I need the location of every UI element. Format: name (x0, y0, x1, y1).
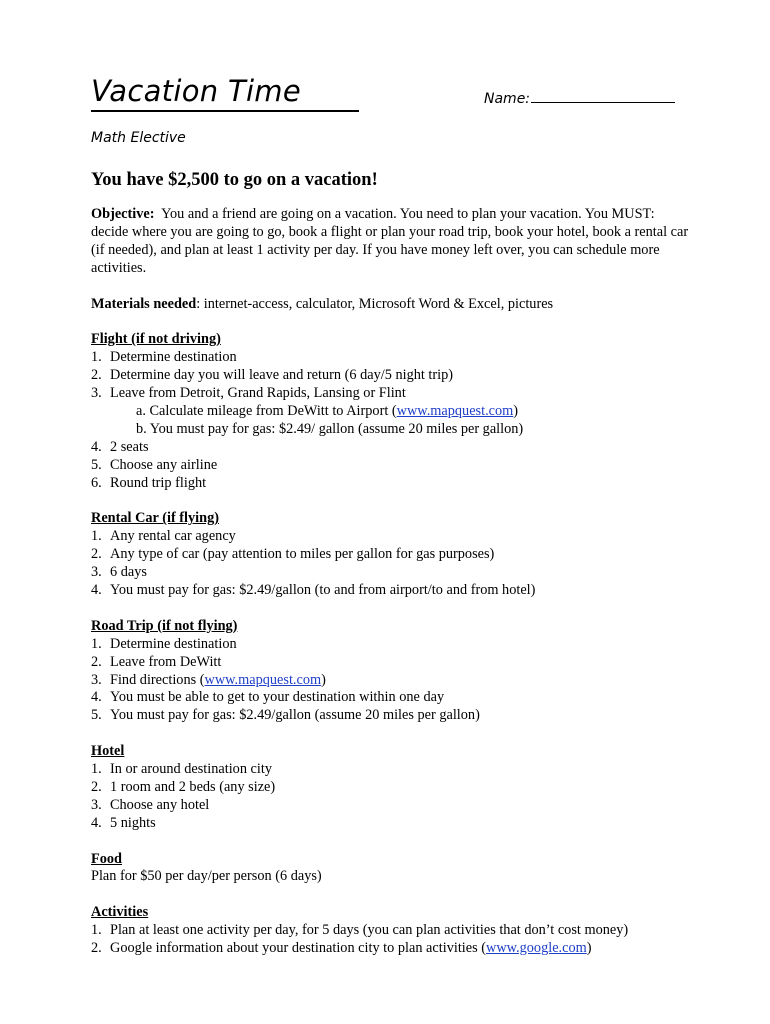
subtitle: Math Elective (91, 130, 186, 146)
objective-text: You and a friend are going on a vacation. You need to plan your vacation. You MUST: decide where you are going to go, book a flight or plan your road trip, book your hotel, book a rental car (if needed), and plan at least 1 activity per day. If you have money left over, you can schedule more activities. (91, 206, 689, 276)
name-field (484, 88, 675, 106)
list-item: 4. You must pay for gas: $2.49/gallon (to and from airport/to and from hotel) (91, 581, 536, 598)
list-item: 3. Choose any hotel (91, 796, 210, 813)
name-label: Name: (484, 91, 531, 107)
document-body (91, 206, 691, 976)
activities-section (91, 904, 691, 958)
budget-headline: You have $2,500 to go on a vacation! (91, 170, 378, 190)
materials-label: Materials needed (91, 295, 197, 312)
list-item: 2. Determine day you will leave and return (6 day/5 night trip) (91, 367, 454, 384)
list-item: 1. Plan at least one activity per day, for 5 days (you can plan activities that don’t cost money) (91, 922, 629, 939)
rental-car-section (91, 510, 691, 600)
list-item: 1. Any rental car agency (91, 528, 236, 545)
list-subitem: b. You must pay for gas: $2.49/ gallon (assume 20 miles per gallon) (136, 420, 524, 437)
list-item: 1. In or around destination city (91, 761, 272, 778)
list-item: 4. You must be able to get to your destination within one day (91, 689, 445, 706)
rental-car-section-title: Rental Car (if flying) (91, 510, 219, 527)
list-subitem: a. Calculate mileage from DeWitt to Airport (www.mapquest.com) (136, 402, 519, 419)
road-trip-section-title: Road Trip (if not flying) (91, 617, 238, 634)
objective-paragraph (91, 206, 691, 278)
list-item: 1. Determine destination (91, 349, 237, 366)
activities-section-title: Activities (91, 904, 149, 921)
page-title: Vacation Time (91, 72, 359, 112)
mapquest-link[interactable]: www.mapquest.com (204, 671, 322, 688)
food-section-title: Food (91, 850, 122, 867)
list-item: 5. You must pay for gas: $2.49/gallon (assume 20 miles per gallon) (91, 707, 480, 724)
list-item: 4. 2 seats (91, 438, 149, 455)
materials-text: : internet-access, calculator, Microsoft Word & Excel, pictures (196, 295, 554, 312)
list-item: 5. Choose any airline (91, 456, 218, 473)
list-item: 4. 5 nights (91, 814, 156, 831)
food-section (91, 851, 691, 887)
list-item: 2. Google information about your destination city to plan activities (www.google.com) (91, 940, 592, 957)
objective-label: Objective: (91, 206, 155, 222)
flight-section-title: Flight (if not driving) (91, 331, 221, 348)
materials-paragraph (91, 296, 691, 314)
list-item: 3. Find directions (www.mapquest.com) (91, 671, 326, 688)
mapquest-link[interactable]: www.mapquest.com (396, 402, 514, 419)
list-item: 2. Leave from DeWitt (91, 653, 222, 670)
road-trip-section (91, 618, 691, 725)
list-item: 3. Leave from Detroit, Grand Rapids, Lansing or Flint (91, 385, 406, 402)
hotel-section-title: Hotel (91, 743, 125, 760)
list-item: 2. Any type of car (pay attention to miles per gallon for gas purposes) (91, 546, 495, 563)
name-blank-line (531, 88, 675, 103)
list-item: 6. Round trip flight (91, 474, 207, 491)
list-item: 2. 1 room and 2 beds (any size) (91, 778, 276, 795)
hotel-section (91, 743, 691, 833)
food-text: Plan for $50 per day/per person (6 days) (91, 868, 322, 885)
list-item: 3. 6 days (91, 564, 147, 581)
flight-section (91, 331, 691, 492)
list-item: 1. Determine destination (91, 635, 237, 652)
google-link[interactable]: www.google.com (486, 940, 587, 957)
